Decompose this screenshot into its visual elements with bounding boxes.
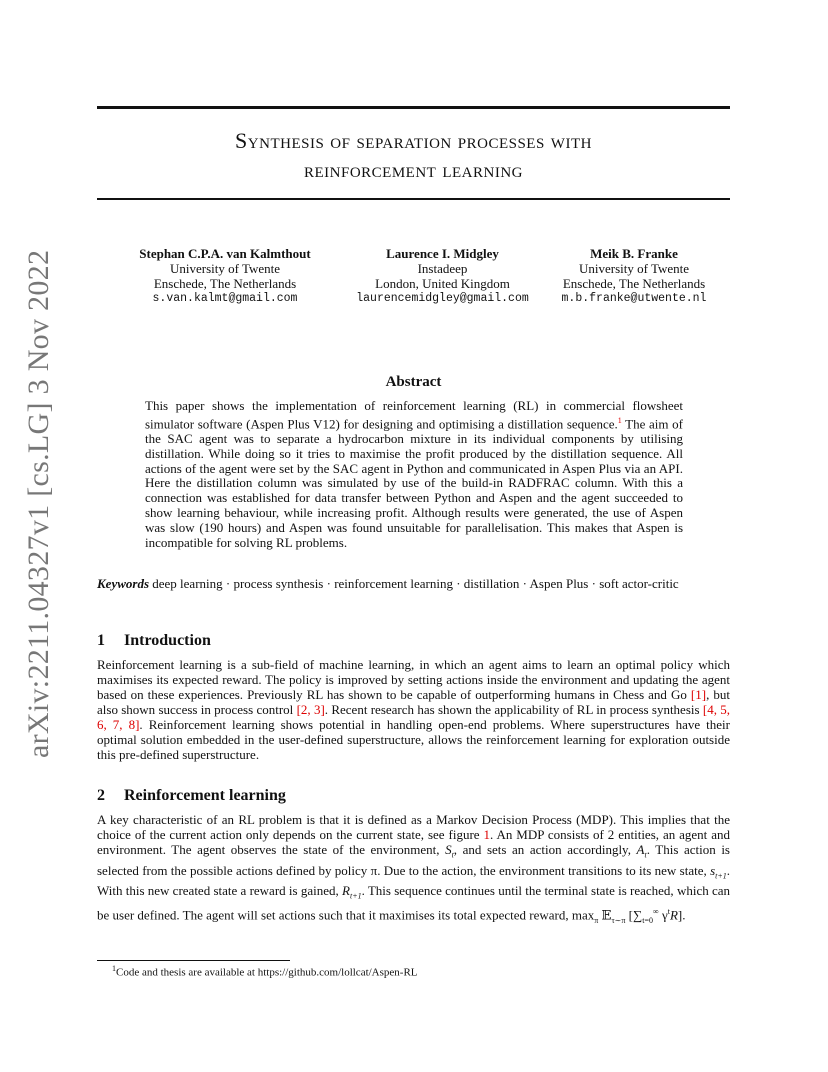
abstract-text-continued: The aim of the SAC agent was to separate a hydrocarbon mixture in its individual components by utilising distillation. While doing so it tries to maximise the profit produced by the distillation sequence. All actions of the agent were set by the SAC agent in Python and communicated in Aspen Plus via an API. Here the distillation column was simulated by use of the build-in RADFRAC column. With this a connection was established for data transfer between Python and Aspen and the agent succeeded to show learning behaviour, while increasing profit. Although results were generated, the use of Aspen was slow (190 hours) and Aspen was found unsuitable for parallelisation. This makes that Aspen is incompatible for solving RL problems. xyxy=(145,416,683,550)
intro-text: Reinforcement learning is a sub-field of machine learning, in which an agent aims to learn an optimal policy which maximises its expected reward. The policy is improved by setting actions inside the environment and updating the agent based on these experiences. Previously RL has shown to be capable of outperforming humans in Chess and Go xyxy=(97,657,730,702)
title-bottom-rule xyxy=(97,198,730,200)
figure-link[interactable]: 1 xyxy=(483,827,490,842)
arxiv-identifier: arXiv:2211.04327v1 [cs.LG] 3 Nov 2022 xyxy=(22,249,55,758)
section-title: Reinforcement learning xyxy=(124,787,286,804)
keywords xyxy=(97,576,730,591)
section-number: 2 xyxy=(97,787,105,804)
citation-link[interactable]: [1] xyxy=(690,687,707,702)
introduction-paragraph xyxy=(97,657,730,762)
title-line-1: Synthesis of separation processes with xyxy=(235,128,592,153)
author-location: London, United Kingdom xyxy=(375,276,510,291)
math-next-state: $s_{t+1}$ xyxy=(710,862,727,881)
citation-link[interactable]: [4, 5, 6, 7, 8] xyxy=(97,702,730,732)
math-action: $A_t$ xyxy=(636,842,647,860)
author-name: Laurence I. Midgley xyxy=(386,246,499,261)
author-3 xyxy=(548,246,720,306)
abstract-heading: Abstract xyxy=(385,374,442,390)
rl-text: , and sets an action accordingly, xyxy=(453,842,637,857)
author-email[interactable]: s.van.kalmt@gmail.com xyxy=(152,292,298,305)
author-2 xyxy=(345,246,540,306)
keywords-label: Keywords xyxy=(97,576,149,591)
footnote-text: Code and thesis are available at https://github.com/lollcat/Aspen-RL xyxy=(116,966,418,979)
rl-text: . An MDP consists of 2 entities, an agent and environment. The agent observes the state of the environment, xyxy=(97,827,731,857)
author-location: Enschede, The Netherlands xyxy=(562,276,706,291)
section-number: 1 xyxy=(97,632,105,649)
section-heading-reinforcement-learning xyxy=(97,787,286,805)
keywords-list: deep learning · process synthesis · reinforcement learning · distillation · Aspen Plus · soft actor-critic xyxy=(149,576,679,591)
abstract-body xyxy=(145,399,683,550)
footnote-link[interactable]: 1 xyxy=(617,415,622,425)
intro-text: , but also shown success in process control xyxy=(97,687,730,717)
section-heading-introduction xyxy=(97,632,211,650)
rl-text: . This action is selected from the possible actions defined by policy π. Due to the action, the environment transitions to its new state, xyxy=(97,842,730,878)
author-location: Enschede, The Netherlands xyxy=(153,276,297,291)
author-affiliation: University of Twente xyxy=(169,261,281,276)
citation-link[interactable]: [2, 3] xyxy=(296,702,325,717)
paper-title xyxy=(97,126,730,184)
abstract-text: This paper shows the implementation of reinforcement learning (RL) in commercial flowsheet simulator software (Aspen Plus V12) for designing and optimising a distillation sequence. xyxy=(145,398,683,432)
author-email[interactable]: laurencemidgley@gmail.com xyxy=(356,292,529,305)
author-affiliation: University of Twente xyxy=(578,261,690,276)
footnote xyxy=(112,964,418,979)
author-name: Meik B. Franke xyxy=(590,246,678,261)
intro-text: . Recent research has shown the applicability of RL in process synthesis xyxy=(324,702,703,717)
rl-text: . With this new created state a reward is gained, xyxy=(97,862,730,899)
math-state: $S_t$ xyxy=(445,842,454,860)
author-email[interactable]: m.b.franke@utwente.nl xyxy=(561,292,707,305)
rl-text: A key characteristic of an RL problem is that it is defined as a Markov Decision Process (MDP). This implies that the choice of the current action only depends on the current state, see figure xyxy=(97,812,730,842)
footnote-mark: 1 xyxy=(112,964,116,973)
footnote-rule xyxy=(97,960,290,961)
title-line-2: reinforcement learning xyxy=(304,157,523,182)
author-affiliation: Instadeep xyxy=(417,261,468,276)
author-1 xyxy=(110,246,340,306)
author-name: Stephan C.P.A. van Kalmthout xyxy=(139,246,311,261)
rl-text: . xyxy=(682,907,686,923)
title-top-rule xyxy=(97,106,730,109)
rl-text: . This sequence continues until the terminal state is reached, which can be user defined. The agent will set actions such that it maximises its total expected reward, max xyxy=(97,883,731,923)
section-title: Introduction xyxy=(124,632,211,649)
rl-paragraph: A key characteristic of an RL problem is that it is defined as a Markov Decision Process (MDP). This implies that the choice of the current action only depends on the current state, see figure 1. An MDP consists of 2 entities, an agent and environment. The agent observes the state of the environment, $S_t$, and sets an action accordingly, $A_t$. This action is selected from the possible actions defined by policy π. Due to the action, the environment transitions to its new state, $s_{t+1}$. With this new created state a reward is gained, $R_{t+1}$. This sequence continues until the terminal state is reached, which can be user defined. The agent will set actions such that it maximises its total expected reward, $\max_\pi$ 𝔼$_{\tau\sim\pi}$ [$\sum_{t=0}^\infty$ $\gamma^tR$]. xyxy=(97,812,731,925)
math-reward: $R_{t+1}$ xyxy=(342,883,362,901)
intro-text: . Reinforcement learning shows potential in handling open-end problems. Where superstructures have their optimal solution embedded in the user-defined superstructure, allows the reinforcement learning for exploration outside this pre-defined superstructure. xyxy=(97,717,730,762)
math-expression: π xyxy=(594,915,599,925)
